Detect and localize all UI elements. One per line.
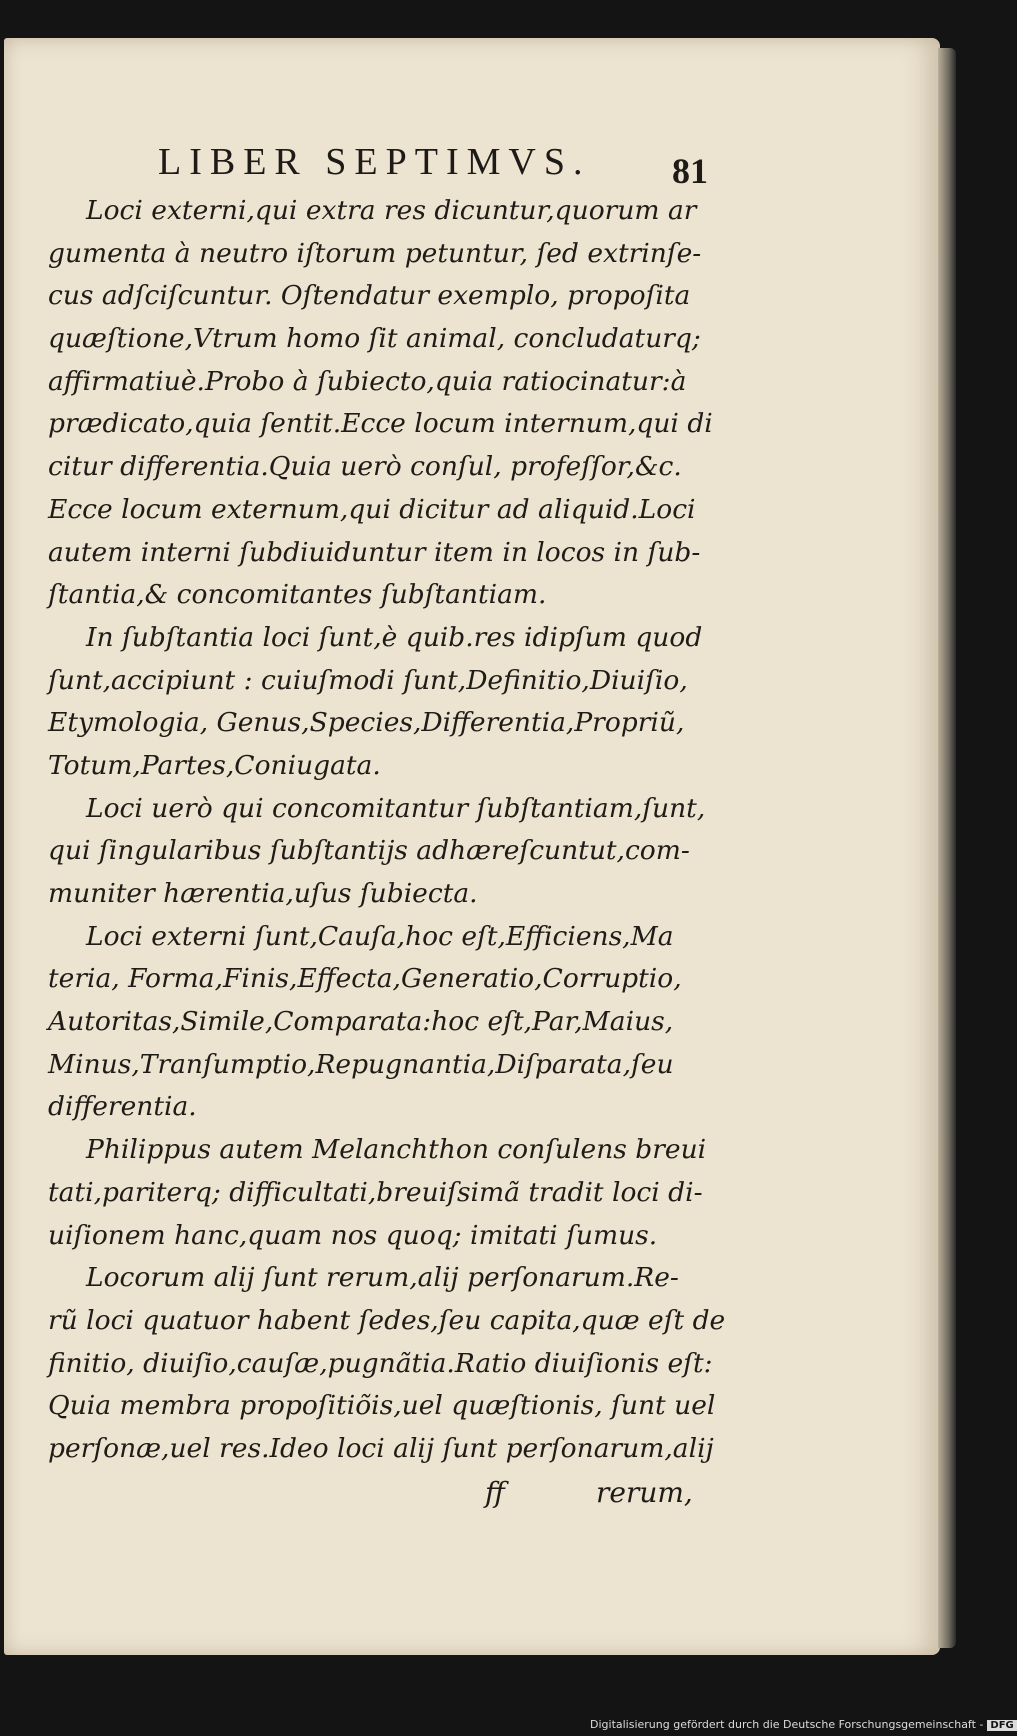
text-line: finitio, diuiſio,cauſæ,pugnãtia.Ratio diuiſionis eſt: [48,1347,713,1379]
text-line: Philippus autem Melanchthon conſulens breui [86,1134,707,1166]
text-line: Quia membra propoſitiõis,uel quæſtionis, ſunt uel [48,1390,716,1422]
text-line: Loci externi ſunt,Cauſa,hoc eſt,Efficiens,Ma [86,920,674,952]
text-line: Autoritas,Simile,Comparata:hoc eſt,Par,Maius, [48,1006,674,1038]
digitization-credit [590,1718,1014,1734]
text-line: perſonæ,uel res.Ideo loci alij ſunt perſonarum,alij [48,1432,714,1464]
text-line: uiſionem hanc,quam nos quoq; imitati ſumus. [48,1219,658,1251]
running-title: LIBER SEPTIMVS. [158,141,591,183]
text-line: gumenta à neutro iſtorum petuntur, ſed extrinſe- [48,237,702,269]
text-line: muniter hærentia,uſus ſubiecta. [48,878,478,909]
text-line: In ſubſtantia loci ſunt,è quib.res idipſum quod [86,621,703,653]
text-line: autem interni ſubdiuiduntur item in locos in ſub- [48,536,701,568]
text-line: teria, Forma,Finis,Effecta,Generatio,Corruptio, [48,963,682,995]
signature-mark: ff [485,1476,505,1509]
text-line: prædicato,quia ſentit.Ecce locum internum,qui di [48,408,713,440]
text-line: Locorum alij ſunt rerum,alij perſonarum.Re- [86,1262,679,1294]
credit-text: Digitalisierung gefördert durch die Deutsche Forschungsgemeinschaft - [590,1718,984,1731]
text-line: affirmatiuè.Probo à ſubiecto,quia ratiocinatur:à [48,365,687,397]
text-line: Loci externi,qui extra res dicuntur,quorum ar [86,195,697,226]
text-line: citur differentia.Quia uerò conſul, profeſſor,&c. [48,451,682,483]
dfg-logo: DFG [987,1720,1016,1731]
text-line: differentia. [48,1091,197,1123]
text-line: tati,pariterq; difficultati,breuiſsimã tradit loci di- [48,1176,703,1208]
page-edge [938,48,956,1648]
text-line: Etymologia, Genus,Species,Differentia,Propriũ, [48,707,685,739]
catchword: rerum, [596,1476,693,1509]
page-number: 81 [672,151,708,191]
text-line: ſunt,accipiunt : cuiuſmodi ſunt,Definitio,Diuiſio, [48,664,688,696]
text-line: rũ loci quatuor habent ſedes,ſeu capita,quæ eſt de [48,1304,726,1336]
text-line: ſtantia,& concomitantes ſubſtantiam. [48,579,547,611]
text-line: qui ſingularibus ſubſtantijs adhæreſcuntut,com- [48,835,690,867]
text-line: Loci uerò qui concomitantur ſubſtantiam,ſunt, [86,792,706,824]
text-line: Minus,Tranſumptio,Repugnantia,Diſparata,ſeu [48,1048,674,1080]
text-line: cus adſciſcuntur. Oſtendatur exemplo, propoſita [48,280,691,312]
text-line: Ecce locum externum,qui dicitur ad aliquid.Loci [48,493,696,525]
text-line: quæſtione,Vtrum homo ſit animal, concludaturq; [48,323,701,355]
body-text [48,190,726,1471]
text-line: Totum,Partes,Coniugata. [48,749,381,781]
